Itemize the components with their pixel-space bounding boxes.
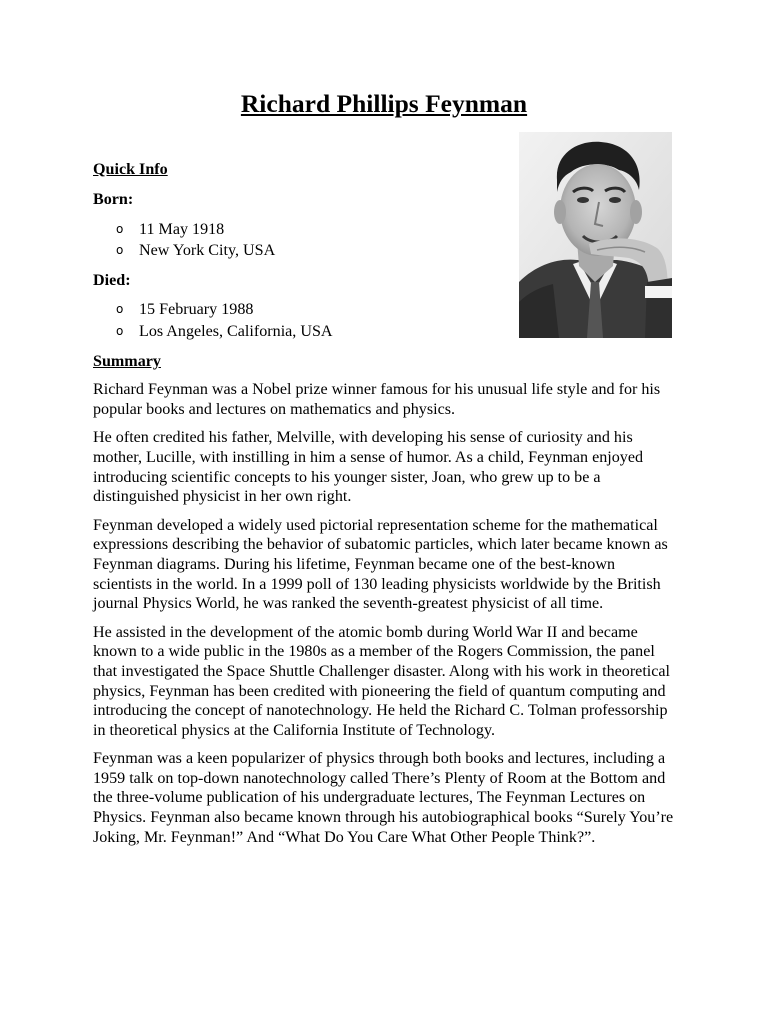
- died-place: Los Angeles, California, USA: [139, 322, 333, 340]
- document-body: [93, 160, 677, 847]
- list-item: [93, 321, 677, 343]
- summary-heading: Summary: [93, 353, 161, 371]
- circle-bullet-icon: o: [116, 221, 124, 236]
- died-label: Died:: [93, 271, 131, 289]
- circle-bullet-icon: o: [116, 323, 124, 338]
- died-list: [93, 299, 677, 342]
- summary-paragraph: Feynman developed a widely used pictorial representation scheme for the mathematical expressions describing the behavior of subatomic particles, which later became known as Feynman diagrams. During his lifetime, Feynman became one of the best-known scientists in the world. In a 1999 poll of 130 leading physicists worldwide by the British journal Physics World, he was ranked the seventh-greatest physicist of all time.: [93, 516, 668, 613]
- born-label: Born:: [93, 191, 134, 208]
- summary-paragraph: He often credited his father, Melville, with developing his sense of curiosity and his mother, Lucille, with instilling in him a sense of humor. As a child, Feynman enjoyed introducing scientific concepts to his younger sister, Joan, who grew up to be a distinguished physicist in her own right.: [93, 429, 644, 506]
- summary-paragraph: Richard Feynman was a Nobel prize winner famous for his unusual life style and for his popular books and lectures on mathematics and physics.: [93, 381, 661, 418]
- list-item: [93, 240, 677, 262]
- circle-bullet-icon: o: [116, 243, 124, 258]
- born-place: New York City, USA: [139, 242, 276, 260]
- list-item: [93, 299, 677, 321]
- born-date: 11 May 1918: [139, 220, 225, 238]
- document-title: Richard Phillips Feynman: [240, 89, 528, 118]
- circle-bullet-icon: o: [116, 302, 124, 317]
- list-item: [93, 219, 677, 241]
- summary-paragraph: He assisted in the development of the atomic bomb during World War II and became known to a wide public in the 1980s as a member of the Rogers Commission, the panel that investigated the Space Shuttle Challenger disaster. Along with his work in theoretical physics, Feynman has been credited with pioneering the field of quantum computing and introducing the concept of nanotechnology. He held the Richard C. Tolman professorship in theoretical physics at the California Institute of Technology.: [93, 623, 671, 739]
- died-date: 15 February 1988: [139, 301, 254, 319]
- born-list: [93, 219, 677, 262]
- summary-paragraph: Feynman was a keen popularizer of physics through both books and lectures, including a 1959 talk on top-down nanotechnology called There’s Plenty of Room at the Bottom and the three-volume publication of his undergraduate lectures, The Feynman Lectures on Physics. Feynman also became known through his autobiographical books “Surely You’re Joking, Mr. Feynman!” And “What Do You Care What Other People Think?”.: [93, 750, 674, 846]
- quick-info-heading: Quick Info: [93, 161, 168, 178]
